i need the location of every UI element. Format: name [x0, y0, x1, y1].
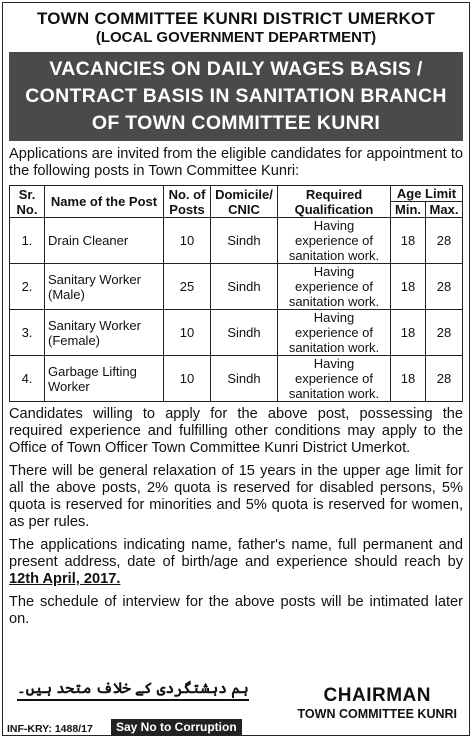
- header-qualification: Required Qualification: [278, 186, 391, 218]
- header-sr-no: Sr. No.: [10, 186, 45, 218]
- footer: [3, 675, 469, 735]
- cell-domicile: Sindh: [211, 264, 278, 310]
- cell-max-age: 28: [426, 310, 463, 356]
- interview-paragraph: The schedule of interview for the above posts will be intimated later on.: [9, 594, 463, 627]
- anti-corruption-badge: Say No to Corruption: [111, 719, 242, 735]
- cell-count: 10: [164, 218, 211, 264]
- reference-number: INF-KRY: 1488/17: [7, 723, 93, 735]
- cell-domicile: Sindh: [211, 356, 278, 402]
- cell-qualification: Having experience of sanitation work.: [278, 218, 391, 264]
- header-age-limit: Age Limit: [391, 186, 463, 202]
- cell-post: Garbage Lifting Worker: [45, 356, 164, 402]
- cell-max-age: 28: [426, 356, 463, 402]
- banner-line-1: VACANCIES ON DAILY WAGES BASIS /: [49, 58, 423, 80]
- advertisement-page: [2, 2, 470, 736]
- header-no-of-posts: No. of Posts: [164, 186, 211, 218]
- header-post-name: Name of the Post: [45, 186, 164, 218]
- table-row: [10, 310, 463, 356]
- posts-table: [9, 185, 463, 402]
- deadline-paragraph: [9, 537, 463, 588]
- cell-sr: 1.: [10, 218, 45, 264]
- intro-paragraph: Applications are invited from the eligible candidates for appointment to the following posts in Town Committee Kunri:: [9, 146, 463, 179]
- table-row: [10, 218, 463, 264]
- cell-min-age: 18: [391, 310, 426, 356]
- deadline-date: 12th April, 2017.: [9, 571, 121, 587]
- cell-min-age: 18: [391, 264, 426, 310]
- header-age-min: Min.: [391, 202, 426, 218]
- signature-block: [298, 685, 457, 722]
- table-row: [10, 356, 463, 402]
- committee-name: TOWN COMMITTEE KUNRI: [297, 707, 457, 721]
- cell-min-age: 18: [391, 356, 426, 402]
- cell-qualification: Having experience of sanitation work.: [278, 356, 391, 402]
- cell-count: 10: [164, 310, 211, 356]
- urdu-slogan: ہم دہشتگردی کے خلاف متحد ہیں۔: [17, 679, 249, 701]
- cell-qualification: Having experience of sanitation work.: [278, 310, 391, 356]
- cell-count: 25: [164, 264, 211, 310]
- cell-max-age: 28: [426, 218, 463, 264]
- banner-line-3: OF TOWN COMMITTEE KUNRI: [91, 112, 381, 134]
- header-age-max: Max.: [426, 202, 463, 218]
- cell-post: Sanitary Worker (Male): [45, 264, 164, 310]
- header-domicile: Domicile/ CNIC: [211, 186, 278, 218]
- application-paragraph: Candidates willing to apply for the above post, possessing the required experience and fulfilling other conditions may apply to the Office of Town Officer Town Committee Kunri District Umerkot.: [9, 406, 463, 456]
- table-row: [10, 264, 463, 310]
- cell-max-age: 28: [426, 264, 463, 310]
- cell-post: Drain Cleaner: [45, 218, 164, 264]
- relaxation-paragraph: There will be general relaxation of 15 years in the upper age limit for all the above posts, 2% quota is reserved for disabled persons, 5% quota is reserved for minorities and 5% quota is reserved for women, as per rules.: [9, 463, 463, 530]
- org-title: TOWN COMMITTEE KUNRI DISTRICT UMERKOT: [36, 9, 436, 28]
- cell-sr: 3.: [10, 310, 45, 356]
- cell-sr: 4.: [10, 356, 45, 402]
- cell-domicile: Sindh: [211, 218, 278, 264]
- vacancies-banner: [9, 52, 463, 141]
- deadline-text: The applications indicating name, father's name, full permanent and present address, date of birth/age and experience should reach by: [9, 537, 463, 570]
- banner-line-2: CONTRACT BASIS IN SANITATION BRANCH: [25, 85, 447, 107]
- cell-post: Sanitary Worker (Female): [45, 310, 164, 356]
- chairman-title: CHAIRMAN: [323, 685, 431, 706]
- cell-min-age: 18: [391, 218, 426, 264]
- cell-count: 10: [164, 356, 211, 402]
- cell-sr: 2.: [10, 264, 45, 310]
- department-subtitle: (LOCAL GOVERNMENT DEPARTMENT): [95, 29, 377, 46]
- cell-domicile: Sindh: [211, 310, 278, 356]
- cell-qualification: Having experience of sanitation work.: [278, 264, 391, 310]
